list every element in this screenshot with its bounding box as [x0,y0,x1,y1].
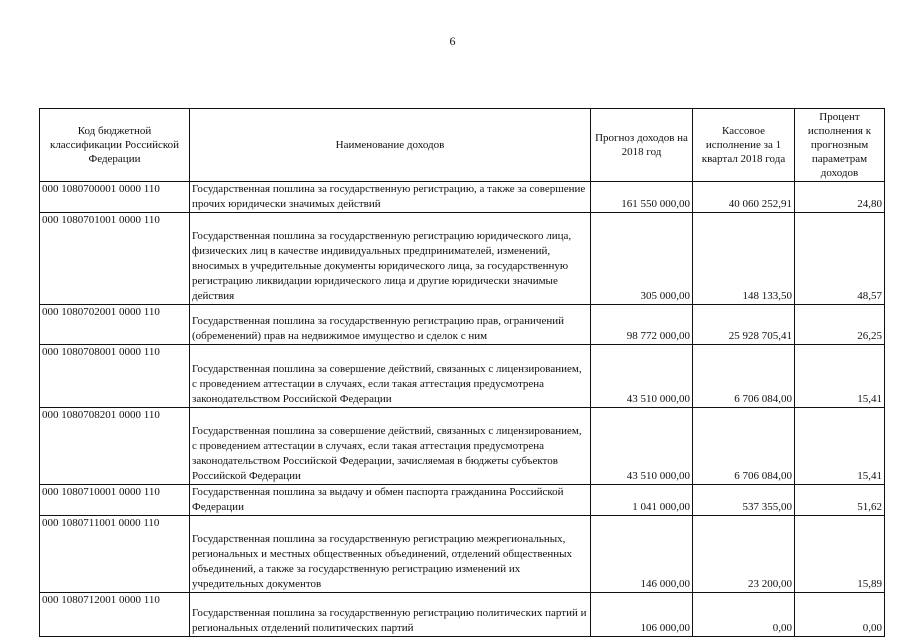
row-name: Государственная пошлина за совершение действий, связанных с лицензированием, с проведением аттестации в случаях, если такая аттестация предусмотрена законодательством Российской Федерации, зачисляемая в бюджеты субъектов Российской Федерации [190,408,591,485]
table-row [40,593,885,637]
revenue-table [39,108,885,637]
row-forecast: 161 550 000,00 [591,182,693,213]
row-forecast: 43 510 000,00 [591,345,693,408]
row-cash: 148 133,50 [693,213,795,305]
row-name: Государственная пошлина за государственную регистрацию межрегиональных, региональных и местных общественных объединений, отделений общественных объединений, а также за государственную регистрацию изменений их учредительных документов [190,516,591,593]
row-percent: 15,89 [795,516,885,593]
row-code: 000 1080708001 0000 110 [40,345,190,408]
table-row [40,213,885,305]
row-percent: 15,41 [795,408,885,485]
table-row [40,182,885,213]
table-row [40,485,885,516]
row-name: Государственная пошлина за совершение действий, связанных с лицензированием, с проведением аттестации в случаях, если такая аттестация предусмотрена законодательством Российской Федерации [190,345,591,408]
row-forecast: 43 510 000,00 [591,408,693,485]
row-forecast: 305 000,00 [591,213,693,305]
header-percent: Процент исполнения к прогнозным параметрам доходов [795,109,885,182]
table-row [40,305,885,345]
table-row [40,408,885,485]
row-percent: 24,80 [795,182,885,213]
row-code: 000 1080712001 0000 110 [40,593,190,637]
row-cash: 0,00 [693,593,795,637]
header-code: Код бюджетной классификации Российской Федерации [40,109,190,182]
header-forecast: Прогноз доходов на 2018 год [591,109,693,182]
row-percent: 48,57 [795,213,885,305]
row-name: Государственная пошлина за государственную регистрацию юридического лица, физических лиц в качестве индивидуальных предпринимателей, изменений, вносимых в учредительные документы юридического лица, за государственную регистрацию ликвидации юридического лица и другие юридически значимые действия [190,213,591,305]
table-row [40,345,885,408]
row-code: 000 1080708201 0000 110 [40,408,190,485]
row-percent: 0,00 [795,593,885,637]
row-code: 000 1080710001 0000 110 [40,485,190,516]
page-number: 6 [449,34,456,48]
header-cash: Кассовое исполнение за 1 квартал 2018 года [693,109,795,182]
row-cash: 23 200,00 [693,516,795,593]
row-cash: 40 060 252,91 [693,182,795,213]
row-forecast: 146 000,00 [591,516,693,593]
row-percent: 15,41 [795,345,885,408]
row-code: 000 1080711001 0000 110 [40,516,190,593]
table-row [40,516,885,593]
row-percent: 51,62 [795,485,885,516]
row-name: Государственная пошлина за выдачу и обмен паспорта гражданина Российской Федерации [190,485,591,516]
row-code: 000 1080700001 0000 110 [40,182,190,213]
row-cash: 537 355,00 [693,485,795,516]
row-percent: 26,25 [795,305,885,345]
row-cash: 25 928 705,41 [693,305,795,345]
row-forecast: 1 041 000,00 [591,485,693,516]
row-code: 000 1080702001 0000 110 [40,305,190,345]
header-name: Наименование доходов [190,109,591,182]
row-code: 000 1080701001 0000 110 [40,213,190,305]
row-forecast: 98 772 000,00 [591,305,693,345]
row-cash: 6 706 084,00 [693,408,795,485]
row-forecast: 106 000,00 [591,593,693,637]
row-name: Государственная пошлина за государственную регистрацию, а также за совершение прочих юридически значимых действий [190,182,591,213]
row-cash: 6 706 084,00 [693,345,795,408]
table-header-row [40,109,885,182]
row-name: Государственная пошлина за государственную регистрацию политических партий и региональных отделений политических партий [190,593,591,637]
row-name: Государственная пошлина за государственную регистрацию прав, ограничений (обременений) прав на недвижимое имущество и сделок с ним [190,305,591,345]
